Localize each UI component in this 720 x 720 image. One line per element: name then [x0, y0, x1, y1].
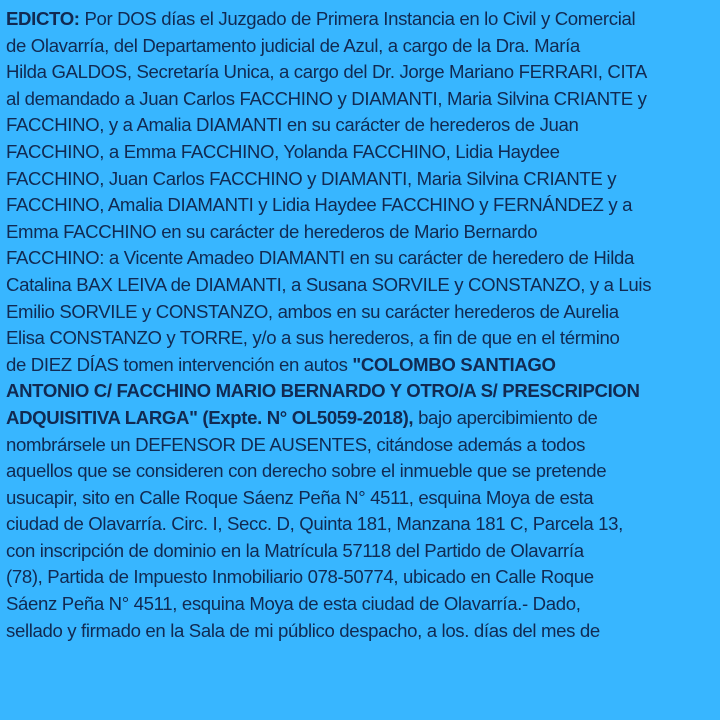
text-segment: nombrársele un DEFENSOR DE AUSENTES, citándose además a todos	[6, 433, 586, 455]
text-segment: Emma FACCHINO en su carácter de herederos de Mario Bernardo	[6, 220, 538, 242]
edict-heading: EDICTO:	[6, 8, 80, 29]
text-segment: FACCHINO, a Emma FACCHINO, Yolanda FACCHINO, Lidia Haydee	[6, 140, 560, 162]
text-segment: de Olavarría, del Departamento judicial de Azul, a cargo de la Dra. María	[6, 34, 580, 56]
text-line	[6, 112, 720, 139]
text-segment: Catalina BAX LEIVA de DIAMANTI, a Susana SORVILE y CONSTANZO, y a Luis	[6, 273, 652, 295]
text-line	[6, 166, 720, 193]
text-segment: FACCHINO, Amalia DIAMANTI y Lidia Haydee FACCHINO y FERNÁNDEZ y a	[6, 194, 633, 216]
text-line	[6, 458, 720, 485]
text-line	[6, 219, 720, 246]
text-segment: ciudad de Olavarría. Circ. I, Secc. D, Quinta 181, Manzana 181 C, Parcela 13,	[6, 513, 623, 535]
text-line	[6, 299, 720, 326]
text-line	[6, 432, 720, 459]
text-segment: Elisa CONSTANZO y TORRE, y/o a sus herederos, a fin de que en el término	[6, 327, 620, 349]
case-title-bold: ANTONIO C/ FACCHINO MARIO BERNARDO Y OTRO/A S/ PRESCRIPCION	[6, 380, 640, 402]
text-segment: sellado y firmado en la Sala de mi público despacho, a los. días del mes de	[6, 619, 600, 641]
text-line	[6, 192, 720, 219]
text-segment: Emilio SORVILE y CONSTANZO, ambos en su carácter herederos de Aurelia	[6, 300, 619, 322]
text-line	[6, 538, 720, 565]
text-segment: FACCHINO: a Vicente Amadeo DIAMANTI en su carácter de heredero de Hilda	[6, 247, 634, 269]
text-segment: bajo apercibimiento de	[413, 406, 598, 428]
text-line	[6, 485, 720, 512]
text-segment: aquellos que se consideren con derecho sobre el inmueble que se pretende	[6, 460, 607, 482]
text-line	[6, 405, 720, 432]
text-line	[6, 6, 720, 33]
text-line	[6, 352, 720, 379]
text-segment: Sáenz Peña N° 4511, esquina Moya de esta ciudad de Olavarría.- Dado,	[6, 593, 581, 615]
case-number-bold: ADQUISITIVA LARGA" (Expte. N° OL5059-2018),	[6, 406, 414, 428]
text-segment: (78), Partida de Impuesto Inmobiliario 078-50774, ubicado en Calle Roque	[6, 566, 594, 588]
text-segment: usucapir, sito en Calle Roque Sáenz Peña N° 4511, esquina Moya de esta	[6, 486, 594, 508]
text-line	[6, 245, 720, 272]
text-line	[6, 139, 720, 166]
edict-text	[6, 6, 720, 644]
text-line	[6, 564, 720, 591]
text-line	[6, 511, 720, 538]
text-segment: con inscripción de dominio en la Matrícula 57118 del Partido de Olavarría	[6, 539, 584, 561]
text-line	[6, 378, 720, 405]
text-segment: FACCHINO, y a Amalia DIAMANTI en su carácter de herederos de Juan	[6, 114, 579, 136]
text-segment: Por DOS días el Juzgado de Primera Instancia en lo Civil y Comercial	[79, 8, 636, 29]
text-segment: Hilda GALDOS, Secretaría Unica, a cargo del Dr. Jorge Mariano FERRARI, CITA	[6, 61, 647, 83]
text-segment: de DIEZ DÍAS tomen intervención en autos	[6, 353, 353, 375]
text-segment: al demandado a Juan Carlos FACCHINO y DIAMANTI, Maria Silvina CRIANTE y	[6, 87, 647, 109]
case-title-bold: "COLOMBO SANTIAGO	[352, 353, 556, 375]
text-line	[6, 325, 720, 352]
text-line	[6, 86, 720, 113]
text-segment: FACCHINO, Juan Carlos FACCHINO y DIAMANTI, Maria Silvina CRIANTE y	[6, 167, 617, 189]
text-line	[6, 272, 720, 299]
text-line	[6, 59, 720, 86]
text-line	[6, 618, 720, 645]
text-line	[6, 591, 720, 618]
text-line	[6, 33, 720, 60]
